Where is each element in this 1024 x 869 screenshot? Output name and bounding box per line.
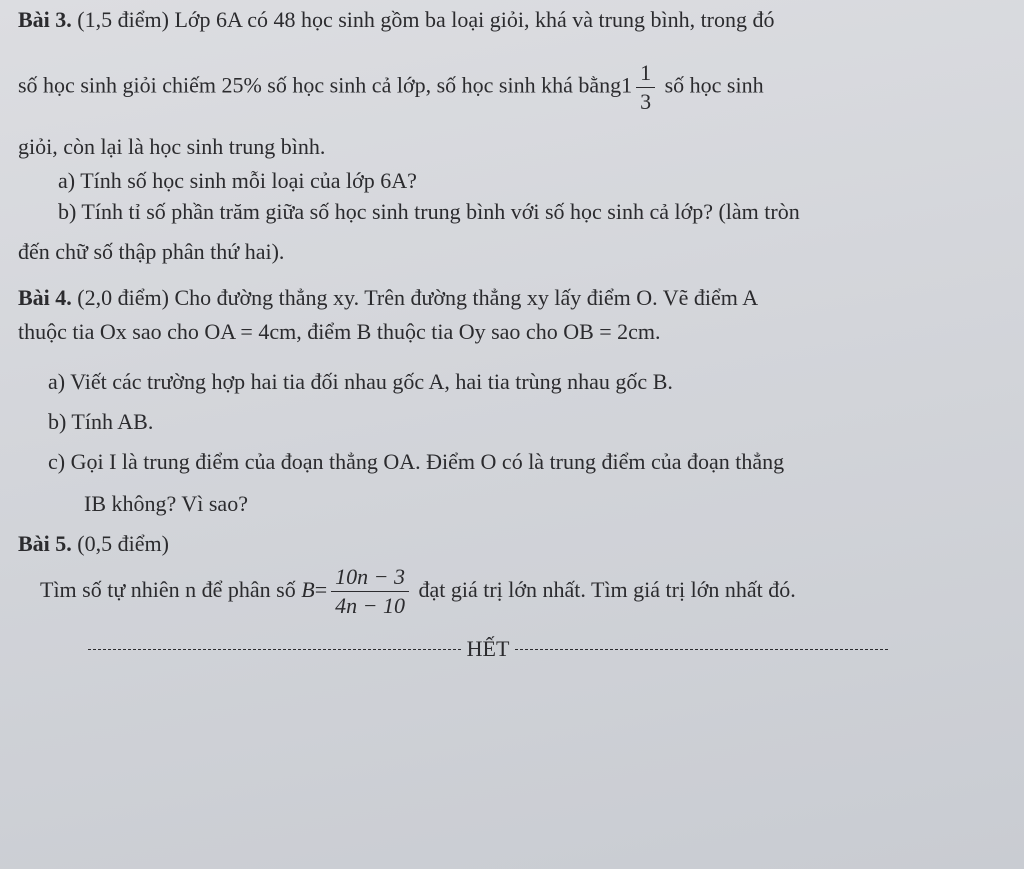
bai3-question-b-line1: b) Tính tỉ số phần trăm giữa số học sinh trung bình với số học sinh cả lớp? (làm tròn <box>58 199 800 224</box>
end-marker <box>88 636 888 662</box>
mixed-fraction-numerator: 1 <box>636 62 655 88</box>
bai4-title: Bài 4. <box>18 285 72 310</box>
bai5-numerator: 10n − 3 <box>331 566 409 592</box>
bai3-line3: giỏi, còn lại là học sinh trung bình. <box>18 134 326 159</box>
bai4-question-b: b) Tính AB. <box>48 409 154 434</box>
bai5-text1: Tìm số tự nhiên n để phân số <box>40 577 296 602</box>
bai5-text2: đạt giá trị lớn nhất. Tìm giá trị lớn nhất đó. <box>418 577 796 602</box>
bai3-intro: Lớp 6A có 48 học sinh gồm ba loại giỏi, khá và trung bình, trong đó <box>174 7 775 32</box>
bai5-variable: B <box>301 577 315 602</box>
end-dash-right <box>515 649 888 650</box>
mixed-fraction <box>636 62 655 113</box>
mixed-fraction-denominator: 3 <box>640 89 652 114</box>
bai3-line2-text: số học sinh giỏi chiếm 25% số học sinh cả lớp, số học sinh khá bằng <box>18 72 622 98</box>
bai5-question <box>40 560 796 620</box>
bai5-fraction <box>331 566 409 617</box>
bai5-denominator: 4n − 10 <box>335 593 405 619</box>
bai3-title: Bài 3. <box>18 7 72 32</box>
bai3-question-b-line2: đến chữ số thập phân thứ hai). <box>18 239 285 264</box>
bai5-heading <box>18 530 169 558</box>
bai5-title: Bài 5. <box>18 531 72 556</box>
bai4-line2: thuộc tia Ox sao cho OA = 4cm, điểm B thuộc tia Oy sao cho OB = 2cm. <box>18 319 661 344</box>
bai4-question-c-line2: IB không? Vì sao? <box>84 491 248 516</box>
end-text: HẾT <box>466 636 510 661</box>
bai5-equals: = <box>314 577 328 602</box>
bai5-points: (0,5 điểm) <box>77 531 169 556</box>
bai3-question-a: a) Tính số học sinh mỗi loại của lớp 6A? <box>58 168 417 193</box>
mixed-whole: 1 <box>621 72 633 98</box>
bai4-question-c-line1: c) Gọi I là trung điểm của đoạn thẳng OA. Điểm O có là trung điểm của đoạn thẳng <box>48 449 785 474</box>
bai4-line1 <box>18 284 758 312</box>
bai4-text1: Cho đường thẳng xy. Trên đường thẳng xy lấy điểm O. Vẽ điểm A <box>174 285 759 310</box>
bai4-question-a: a) Viết các trường hợp hai tia đối nhau gốc A, hai tia trùng nhau gốc B. <box>48 369 673 394</box>
bai3-line2-text-end: số học sinh <box>664 72 764 98</box>
bai4-points: (2,0 điểm) <box>77 285 169 310</box>
bai3-line1 <box>18 6 775 34</box>
bai3-points: (1,5 điểm) <box>77 7 169 32</box>
bai3-line2 <box>18 62 764 113</box>
end-dash-left <box>88 649 461 650</box>
